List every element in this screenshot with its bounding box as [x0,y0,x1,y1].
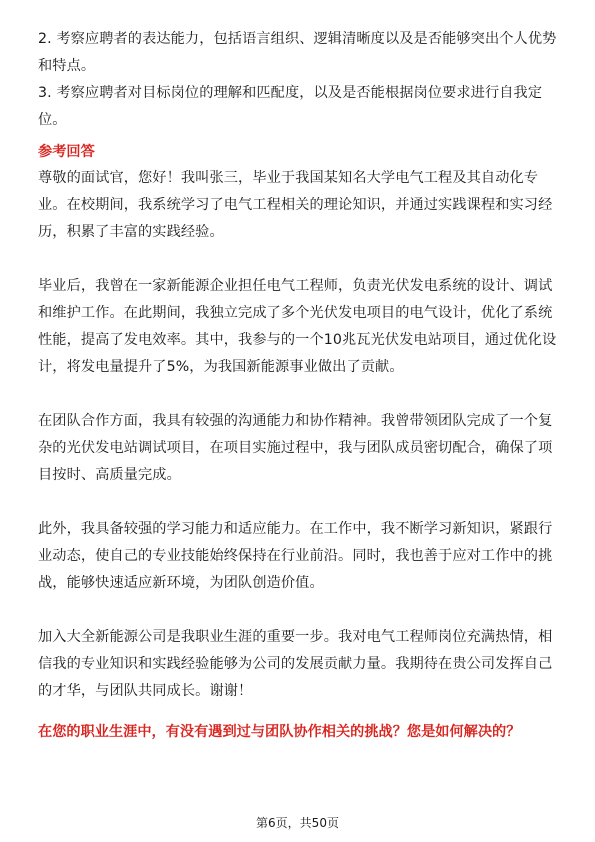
answer-paragraph-teamwork: 在团队合作方面，我具有较强的沟通能力和协作精神。我曾带领团队完成了一个复杂的光伏发电站调试项目，在项目实施过程中，我与团队成员密切配合，确保了项目按时、高质量完成。 [38,413,553,483]
answer-paragraph-experience: 毕业后，我曾在一家新能源企业担任电气工程师，负责光伏发电系统的设计、调试和维护工作。在此期间，我独立完成了多个光伏发电项目的电气设计，优化了系统性能，提高了发电效率。其中，我参与的一个10兆瓦光伏发电站项目，通过优化设计，将发电量提升了5%，为我国新能源事业做出了贡献。 [38,278,557,375]
answer-paragraph-closing: 加入大全新能源公司是我职业生涯的重要一步。我对电气工程师岗位充满热情，相信我的专业知识和实践经验能够为公司的发展贡献力量。我期待在贵公司发挥自己的才华，与团队共同成长。谢谢！ [38,629,553,699]
page-footer: 第6页，共50页 [256,816,339,830]
answer-paragraph-learning: 此外，我具备较强的学习能力和适应能力。在工作中，我不断学习新知识，紧跟行业动态，使自己的专业技能始终保持在行业前沿。同时，我也善于应对工作中的挑战，能够快速适应新环境，为团队创造价值。 [38,521,553,591]
document-page [38,26,562,745]
criteria-item-2: 2. 考察应聘者的表达能力，包括语言组织、逻辑清晰度以及是否能够突出个人优势和特点。 [38,31,557,74]
answer-paragraph-intro: 尊敬的面试官，您好！我叫张三，毕业于我国某知名大学电气工程及其自动化专业。在校期间，我系统学习了电气工程相关的理论知识，并通过实践课程和实习经历，积累了丰富的实践经验。 [38,170,553,240]
reference-answer-label: 参考回答 [38,144,95,160]
evaluation-criteria [38,26,562,134]
criteria-item-3: 3. 考察应聘者对目标岗位的理解和匹配度，以及是否能根据岗位要求进行自我定位。 [38,85,543,128]
next-question: 在您的职业生涯中，有没有遇到过与团队协作相关的挑战？您是如何解决的？ [38,724,521,740]
reference-answer [38,165,562,705]
